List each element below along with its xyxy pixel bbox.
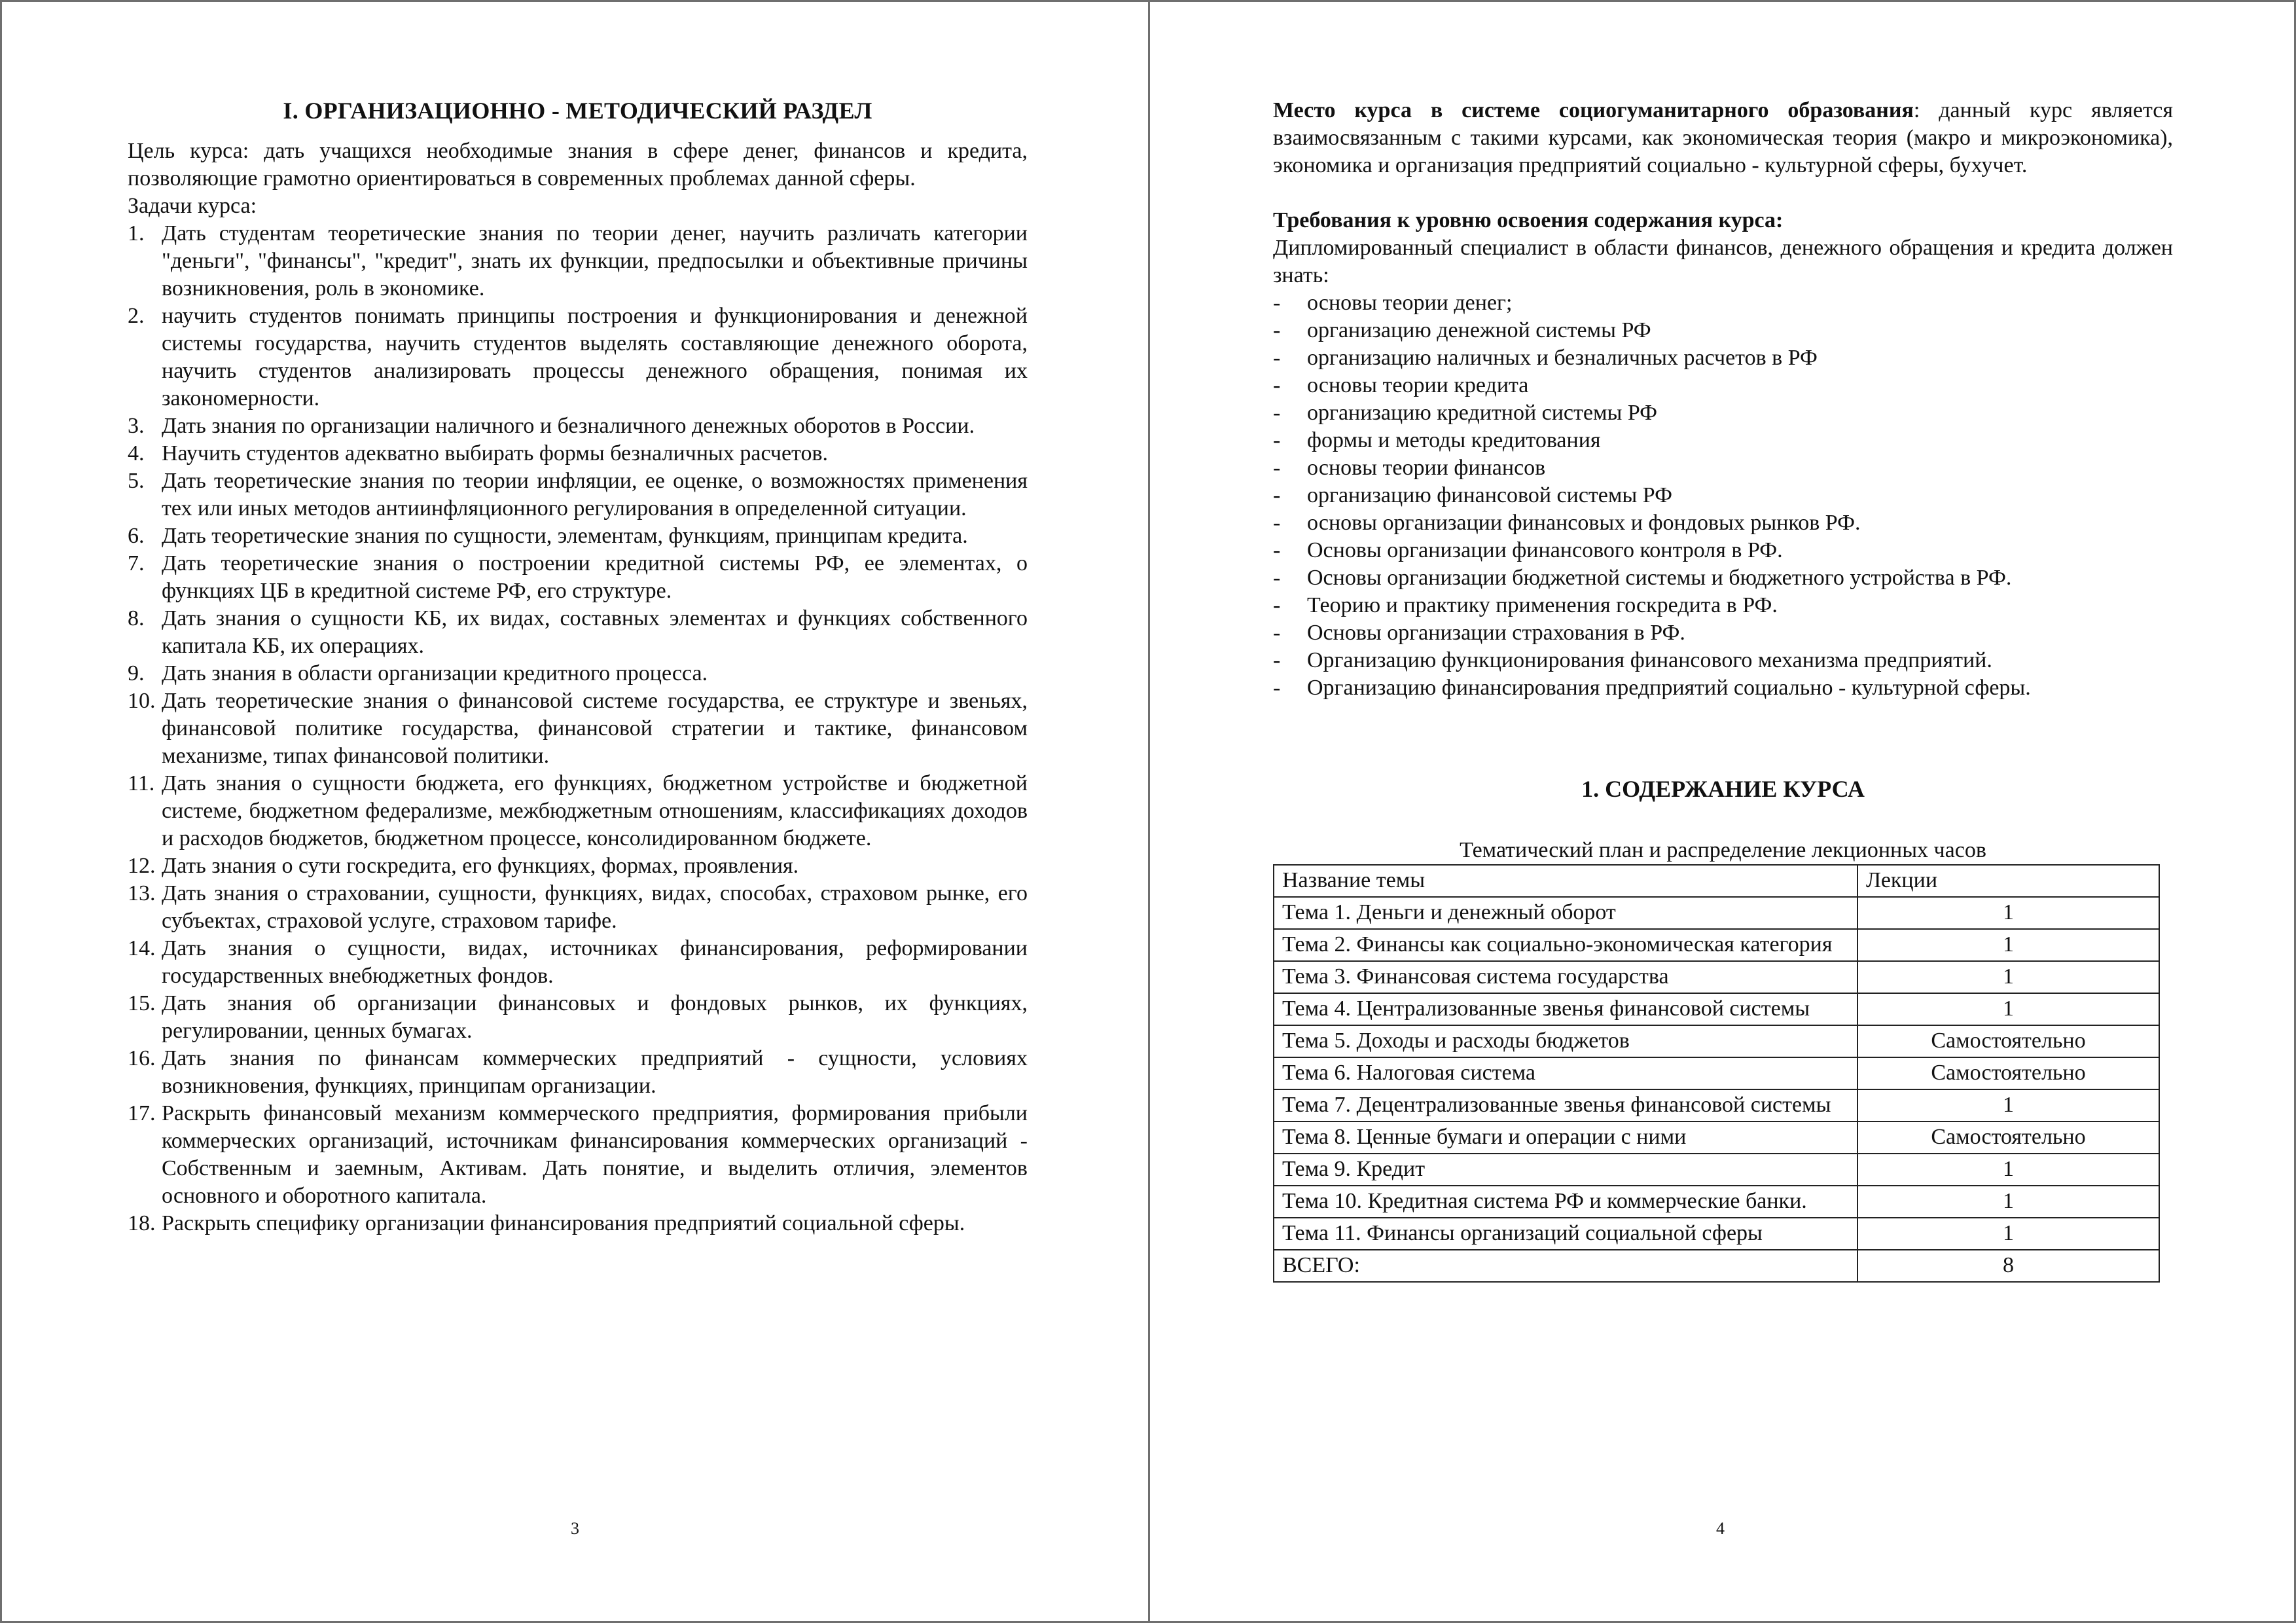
requirement-item: [1273, 317, 2173, 344]
task-text: Дать студентам теоретические знания по теории денег, научить различать категории "деньги", "финансы", "кредит", знать их функции, предпосылки и объективные причины возникновения, роль в экономике.: [162, 221, 1028, 301]
task-item: [128, 990, 1028, 1045]
task-number: 17.: [128, 1101, 156, 1125]
section-heading: I. ОРГАНИЗАЦИОННО - МЕТОДИЧЕСКИЙ РАЗДЕЛ: [283, 98, 872, 124]
task-item: [128, 687, 1028, 770]
topic-cell: Тема 5. Доходы и расходы бюджетов: [1274, 1025, 1857, 1057]
requirement-item: [1273, 647, 2173, 674]
table-row: [1274, 1250, 2159, 1282]
dash-bullet: -: [1273, 318, 1281, 342]
lectures-cell: 1: [1857, 1089, 2159, 1122]
task-number: 18.: [128, 1211, 156, 1235]
header-topic-name: Название темы: [1274, 865, 1857, 897]
task-number: 3.: [128, 414, 145, 438]
requirement-item: [1273, 674, 2173, 702]
requirement-text: Основы организации бюджетной системы и бюджетного устройства в РФ.: [1307, 566, 2012, 590]
table-row: [1274, 1122, 2159, 1154]
requirement-text: Основы организации страхования в РФ.: [1307, 621, 1685, 645]
dash-bullet: -: [1273, 593, 1281, 617]
task-number: 6.: [128, 524, 145, 548]
page-number: 4: [1716, 1519, 1725, 1538]
lectures-cell: 1: [1857, 929, 2159, 961]
dash-bullet: -: [1273, 538, 1281, 562]
dash-bullet: -: [1273, 428, 1281, 452]
lectures-cell: 1: [1857, 993, 2159, 1025]
requirement-text: Организацию финансирования предприятий социально - культурной сферы.: [1307, 676, 2031, 700]
task-number: 4.: [128, 441, 145, 465]
dash-bullet: -: [1273, 373, 1281, 397]
page-number: 3: [571, 1519, 579, 1538]
requirement-item: [1273, 399, 2173, 427]
lectures-cell: 8: [1857, 1250, 2159, 1282]
task-item: [128, 522, 1028, 550]
lectures-cell: Самостоятельно: [1857, 1057, 2159, 1089]
topic-cell: Тема 3. Финансовая система государства: [1274, 961, 1857, 993]
task-text: Дать знания о сути госкредита, его функциях, формах, проявления.: [162, 854, 799, 878]
requirement-item: [1273, 427, 2173, 454]
topic-cell: Тема 9. Кредит: [1274, 1154, 1857, 1186]
requirements-list: [1273, 289, 2173, 702]
course-place-paragraph: [1273, 97, 2173, 179]
topic-cell: Тема 11. Финансы организаций социальной сферы: [1274, 1218, 1857, 1250]
requirement-text: основы теории денег;: [1307, 291, 1513, 315]
task-item: [128, 467, 1028, 522]
task-number: 12.: [128, 854, 156, 878]
table-row: [1274, 929, 2159, 961]
task-number: 7.: [128, 551, 145, 575]
task-number: 13.: [128, 881, 156, 905]
task-number: 11.: [128, 771, 155, 795]
dash-bullet: -: [1273, 566, 1281, 590]
task-text: Дать знания о сущности, видах, источниках финансирования, реформировании государственных внебюджетных фондов.: [162, 936, 1028, 988]
requirement-text: основы теории кредита: [1307, 373, 1529, 397]
left-page-content: [128, 97, 1028, 1237]
task-text: Раскрыть специфику организации финансирования предприятий социальной сферы.: [162, 1211, 965, 1235]
topic-cell: Тема 6. Налоговая система: [1274, 1057, 1857, 1089]
task-item: [128, 770, 1028, 852]
requirement-item: [1273, 344, 2173, 372]
requirement-text: организацию наличных и безналичных расчетов в РФ: [1307, 346, 1818, 370]
task-number: 15.: [128, 991, 156, 1015]
course-content-heading: 1. СОДЕРЖАНИЕ КУРСА: [1581, 776, 1865, 802]
tasks-list: [128, 220, 1028, 1237]
task-item: [128, 220, 1028, 302]
table-row: [1274, 1218, 2159, 1250]
task-item: [128, 935, 1028, 990]
task-number: 14.: [128, 936, 156, 960]
topic-cell: Тема 10. Кредитная система РФ и коммерческие банки.: [1274, 1186, 1857, 1218]
lectures-cell: 1: [1857, 1154, 2159, 1186]
task-text: Дать теоретические знания о построении кредитной системы РФ, ее элементах, о функциях ЦБ в кредитной системе РФ, его структуре.: [162, 551, 1028, 603]
topic-cell: Тема 4. Централизованные звенья финансовой системы: [1274, 993, 1857, 1025]
task-item: [128, 440, 1028, 467]
topic-plan-table: [1273, 864, 2160, 1283]
lectures-cell: 1: [1857, 1186, 2159, 1218]
task-text: Дать знания по организации наличного и безналичного денежных оборотов в России.: [162, 414, 975, 438]
requirement-text: организацию кредитной системы РФ: [1307, 401, 1658, 425]
task-text: Научить студентов адекватно выбирать формы безналичных расчетов.: [162, 441, 829, 465]
requirement-text: Теорию и практику применения госкредита в РФ.: [1307, 593, 1778, 617]
dash-bullet: -: [1273, 621, 1281, 645]
task-item: [128, 660, 1028, 687]
topic-cell: Тема 2. Финансы как социально-экономическая категория: [1274, 929, 1857, 961]
task-number: 5.: [128, 469, 145, 493]
topic-cell: Тема 8. Ценные бумаги и операции с ними: [1274, 1122, 1857, 1154]
task-item: [128, 1045, 1028, 1100]
requirement-item: [1273, 592, 2173, 619]
requirements-heading: Требования к уровню освоения содержания курса:: [1273, 208, 1784, 232]
table-row: [1274, 1057, 2159, 1089]
task-number: 8.: [128, 606, 145, 630]
task-text: Дать знания об организации финансовых и фондовых рынков, их функциях, регулировании, ценных бумагах.: [162, 991, 1028, 1043]
dash-bullet: -: [1273, 483, 1281, 507]
requirement-text: Организацию функционирования финансового механизма предприятий.: [1307, 648, 1992, 672]
task-item: [128, 852, 1028, 880]
requirement-text: организацию финансовой системы РФ: [1307, 483, 1672, 507]
task-text: Дать теоретические знания по теории инфляции, ее оценке, о возможностях применения тех или иных методов антиинфляционного регулирования в определенной ситуации.: [162, 469, 1028, 520]
task-number: 10.: [128, 689, 156, 713]
lectures-cell: Самостоятельно: [1857, 1025, 2159, 1057]
table-row: [1274, 993, 2159, 1025]
requirement-item: [1273, 454, 2173, 482]
dash-bullet: -: [1273, 401, 1281, 425]
requirement-item: [1273, 372, 2173, 399]
lectures-cell: Самостоятельно: [1857, 1122, 2159, 1154]
requirement-text: основы теории финансов: [1307, 456, 1546, 480]
task-item: [128, 605, 1028, 660]
lectures-cell: 1: [1857, 961, 2159, 993]
dash-bullet: -: [1273, 511, 1281, 535]
topic-cell: Тема 7. Децентрализованные звенья финансовой системы: [1274, 1089, 1857, 1122]
table-header-row: [1274, 865, 2159, 897]
lectures-cell: 1: [1857, 897, 2159, 929]
requirement-text: основы организации финансовых и фондовых рынков РФ.: [1307, 511, 1861, 535]
dash-bullet: -: [1273, 291, 1281, 315]
task-item: [128, 412, 1028, 440]
task-item: [128, 550, 1028, 605]
table-row: [1274, 1025, 2159, 1057]
table-row: [1274, 1154, 2159, 1186]
requirement-text: формы и методы кредитования: [1307, 428, 1601, 452]
right-page-content: [1273, 97, 2173, 1283]
requirement-item: [1273, 289, 2173, 317]
dash-bullet: -: [1273, 676, 1281, 700]
dash-bullet: -: [1273, 648, 1281, 672]
task-item: [128, 1210, 1028, 1237]
task-number: 1.: [128, 221, 145, 246]
task-text: Дать знания в области организации кредитного процесса.: [162, 661, 708, 685]
dash-bullet: -: [1273, 456, 1281, 480]
requirement-item: [1273, 564, 2173, 592]
task-number: 9.: [128, 661, 145, 685]
table-row: [1274, 1089, 2159, 1122]
task-text: Дать знания о сущности бюджета, его функциях, бюджетном устройстве и бюджетной системе, бюджетном федерализме, межбюджетным отношениям, классификациях доходов и расходов бюджетов, бюджетном процессе, консолидированном бюджете.: [162, 771, 1028, 850]
task-item: [128, 880, 1028, 935]
topic-cell: Тема 1. Деньги и денежный оборот: [1274, 897, 1857, 929]
task-text: Дать знания о сущности КБ, их видах, составных элементах и функциях собственного капитала КБ, их операциях.: [162, 606, 1028, 658]
requirement-item: [1273, 537, 2173, 564]
task-text: Дать знания по финансам коммерческих предприятий - сущности, условиях возникновения, функциях, принципам организации.: [162, 1046, 1028, 1098]
course-place-text: : данный курс является взаимосвязанным с такими курсами, как экономическая теория (макро и микроэкономика), экономика и организация предприятий социально - культурной сферы, бухучет.: [1273, 98, 2173, 177]
task-text: Раскрыть финансовый механизм коммерческого предприятия, формирования прибыли коммерческих организаций, источникам финансирования коммерческих организаций - Собственным и заемным, Активам. Дать понятие, и выделить отличия, элементов основного и оборотного капитала.: [162, 1101, 1028, 1208]
table-row: [1274, 961, 2159, 993]
course-goal: Цель курса: дать учащихся необходимые знания в сфере денег, финансов и кредита, позволяющие грамотно ориентироваться в современных проблемах данной сферы.: [128, 139, 1028, 191]
header-lectures: Лекции: [1857, 865, 2159, 897]
dash-bullet: -: [1273, 346, 1281, 370]
requirement-item: [1273, 509, 2173, 537]
task-text: Дать знания о страховании, сущности, функциях, видах, способах, страховом рынке, его субъектах, страховой услуге, страховом тарифе.: [162, 881, 1028, 933]
requirements-intro: Дипломированный специалист в области финансов, денежного обращения и кредита должен знать:: [1273, 236, 2173, 287]
table-caption: Тематический план и распределение лекционных часов: [1460, 838, 1986, 862]
task-item: [128, 1100, 1028, 1210]
table-row: [1274, 1186, 2159, 1218]
requirement-text: организацию денежной системы РФ: [1307, 318, 1651, 342]
task-text: Дать теоретические знания о финансовой системе государства, ее структуре и звеньях, финансовой политике государства, финансовой стратегии и тактике, финансовом механизме, типах финансовой политики.: [162, 689, 1028, 768]
topic-cell: ВСЕГО:: [1274, 1250, 1857, 1282]
lectures-cell: 1: [1857, 1218, 2159, 1250]
course-place-label: Место курса в системе социогуманитарного образования: [1273, 98, 1914, 122]
task-number: 16.: [128, 1046, 156, 1070]
task-item: [128, 302, 1028, 412]
task-text: Дать теоретические знания по сущности, элементам, функциям, принципам кредита.: [162, 524, 968, 548]
table-row: [1274, 897, 2159, 929]
tasks-label: Задачи курса:: [128, 194, 257, 218]
requirement-item: [1273, 619, 2173, 647]
requirement-text: Основы организации финансового контроля в РФ.: [1307, 538, 1783, 562]
task-text: научить студентов понимать принципы построения и функционирования и денежной системы государства, научить студентов выделять составляющие денежного оборота, научить студентов анализировать процессы денежного обращения, понимая их закономерности.: [162, 304, 1028, 410]
requirement-item: [1273, 482, 2173, 509]
task-number: 2.: [128, 304, 145, 328]
